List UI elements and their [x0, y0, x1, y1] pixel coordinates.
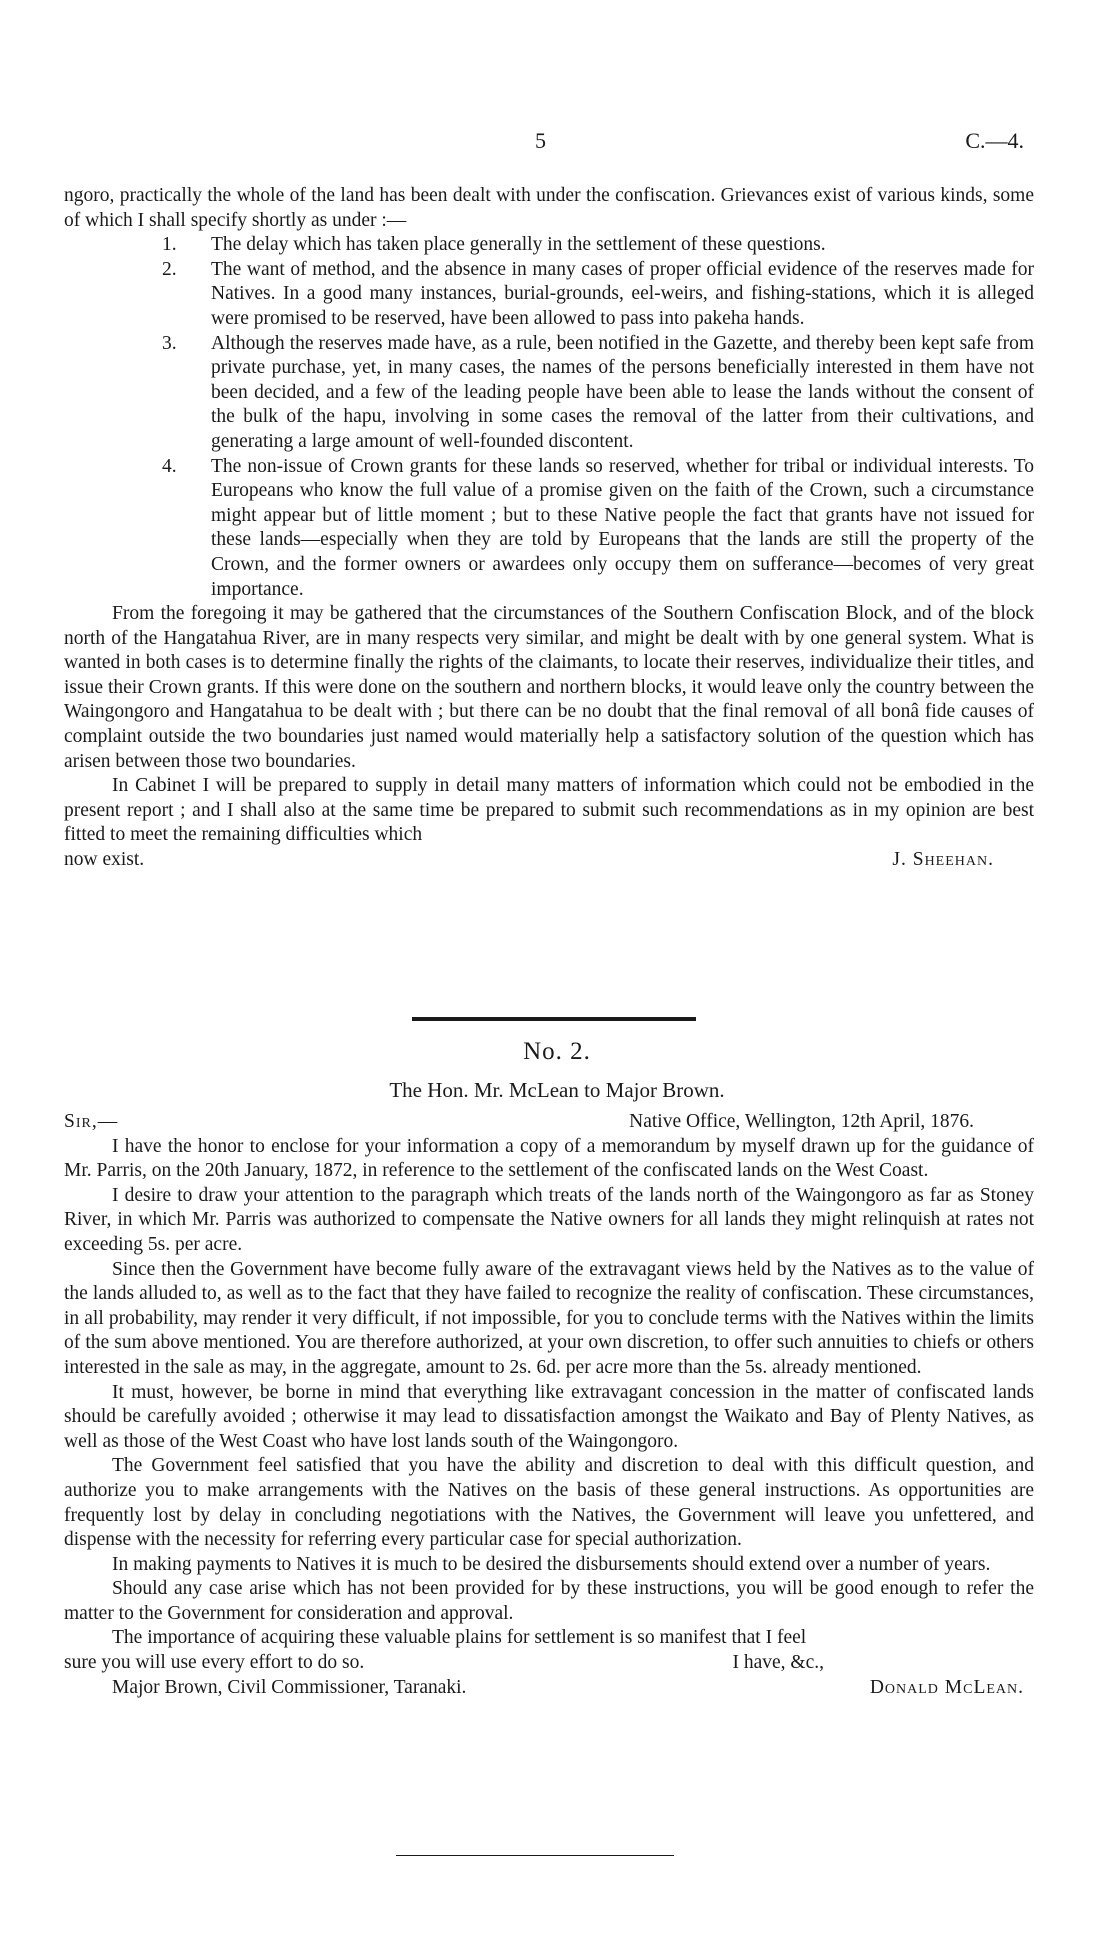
list-item-text: Although the reserves made have, as a rule, been notified in the Gazette, and thereby been kept safe from private purchase, yet, in many cases, the names of the persons beneficially interested in them have not been decided, and a few of the leading people have been able to lease the lands without the consent of the bulk of the hapu, involving in some cases the removal of the latter from their cultivations, and generating a large amount of well-founded discontent.: [211, 332, 1034, 452]
body-paragraph: From the foregoing it may be gathered that the circumstances of the Southern Confiscation Block, and of the block north of the Hangatahua River, are in many respects very similar, and might be dealt with by one general system. What is wanted in both cases is to determine finally the rights of the claimants, to locate their reserves, individualize their titles, and issue their Crown grants. If this were done on the southern and northern blocks, it would leave only the country between the Waingongoro and Hangatahua to be dealt with ; but there can be no doubt that the final removal of all bonâ fide causes of complaint outside the two boundaries just named would materially help a satisfactory solution of the question which has arisen between those two boundaries.: [64, 603, 1034, 772]
list-item-number: 2.: [162, 258, 177, 280]
report-conclusion: [64, 184, 1034, 873]
body-paragraph: In Cabinet I will be prepared to supply in detail many matters of information which could not be embodied in the present report ; and I shall also at the same time be prepared to submit such recommendations as in my opinion are best fitted to meet the remaining difficulties which: [64, 775, 1034, 846]
valediction: I have, &c.,: [732, 1652, 824, 1674]
closing-line: [64, 1651, 1034, 1676]
list-item-text: The want of method, and the absence in many cases of proper official evidence of the reserves made for Natives. In a good many instances, burial-grounds, eel-weirs, and fishing-stations, which it is alleged were promised to be reserved, have been allowed to pass into pakeha hands.: [211, 258, 1034, 329]
end-divider: [396, 1855, 674, 1856]
signature: Donald McLean.: [869, 1676, 1024, 1698]
body-paragraph: The importance of acquiring these valuable plains for settlement is so manifest that I feel: [112, 1627, 807, 1649]
list-item: [64, 455, 1034, 603]
document-number: No. 2.: [523, 1038, 591, 1065]
body-paragraph: Since then the Government have become fully aware of the extravagant views held by the Natives as to the value of the lands alluded to, as well as to the fact that they have failed to recognize the reality of confiscation. These circumstances, in all probability, may render it very difficult, if not impossible, for you to conclude terms with the Natives within the limits of the sum above mentioned. You are therefore authorized, at your own discretion, to offer such annuities to chiefs or others interested in the sale as may, in the aggregate, amount to 2s. 6d. per acre more than the 5s. already mentioned.: [64, 1258, 1034, 1378]
letter-heading: [64, 1110, 1034, 1135]
body-paragraph: It must, however, be borne in mind that everything like extravagant concession in the matter of confiscated lands should be carefully avoided ; otherwise it may lead to dissatisfaction amongst the Waikato and Bay of Plenty Natives, as well as those of the West Coast who have lost lands south of the Waingongoro.: [64, 1381, 1034, 1452]
section-divider: [412, 1017, 696, 1021]
recipient: Major Brown, Civil Commissioner, Taranaki.: [112, 1676, 467, 1698]
body-paragraph: I have the honor to enclose for your information a copy of a memorandum by myself drawn up for the guidance of Mr. Parris, on the 20th January, 1872, in reference to the settlement of the confiscated lands on the West Coast.: [64, 1135, 1034, 1182]
body-paragraph: I desire to draw your attention to the paragraph which treats of the lands north of the Waingongoro as far as Stoney River, in which Mr. Parris was authorized to compensate the Native owners for all lands they might relinquish at rates not exceeding 5s. per acre.: [64, 1184, 1034, 1255]
document-title: The Hon. Mr. McLean to Major Brown.: [389, 1078, 725, 1102]
grievance-list: [64, 233, 1034, 602]
page-number: 5: [535, 128, 546, 153]
list-item: [64, 332, 1034, 455]
list-item: [64, 233, 1034, 258]
signature: J. Sheehan.: [892, 849, 994, 871]
list-item-text: The non-issue of Crown grants for these lands so reserved, whether for tribal or individual interests. To Europeans who know the full value of a promise given on the faith of the Crown, such a circumstance might appear but of little moment ; but to these Native people the fact that grants have not issued for these lands—especially when they are told by Europeans that the lands are still the property of the Crown, and the former owners or awardees only occupy them on sufferance—becomes of very great importance.: [211, 455, 1034, 600]
body-paragraph: The Government feel satisfied that you have the ability and discretion to deal with this difficult question, and authorize you to make arrangements with the Natives on the basis of these general instructions. As opportunities are frequently lost by delay in concluding negotiations with the Natives, the Government will leave you unfettered, and dispense with the necessity for referring every particular case for special authorization.: [64, 1455, 1034, 1551]
closing-text: sure you will use every effort to do so.: [64, 1652, 365, 1674]
list-item-number: 3.: [162, 332, 177, 354]
letter-address: Native Office, Wellington, 12th April, 1876.: [629, 1111, 974, 1132]
list-item-number: 1.: [162, 234, 177, 256]
letter: [64, 1110, 1034, 1700]
document-reference: C.—4.: [965, 128, 1024, 153]
list-item-text: The delay which has taken place generally in the settlement of these questions.: [211, 234, 826, 256]
list-item: [64, 258, 1034, 332]
body-paragraph: Should any case arise which has not been provided for by these instructions, you will be good enough to refer the matter to the Government for consideration and approval.: [64, 1578, 1034, 1624]
signature-block: [64, 1676, 1034, 1701]
list-item-number: 4.: [162, 455, 177, 477]
signature-line: [64, 848, 1034, 873]
salutation: Sir,—: [64, 1111, 119, 1132]
body-paragraph: In making payments to Natives it is much to be desired the disbursements should extend over a number of years.: [112, 1553, 991, 1575]
closing-text: now exist.: [64, 849, 145, 871]
intro-paragraph: ngoro, practically the whole of the land has been dealt with under the confiscation. Grievances exist of various kinds, some of which I shall specify shortly as under :—: [64, 185, 1034, 231]
